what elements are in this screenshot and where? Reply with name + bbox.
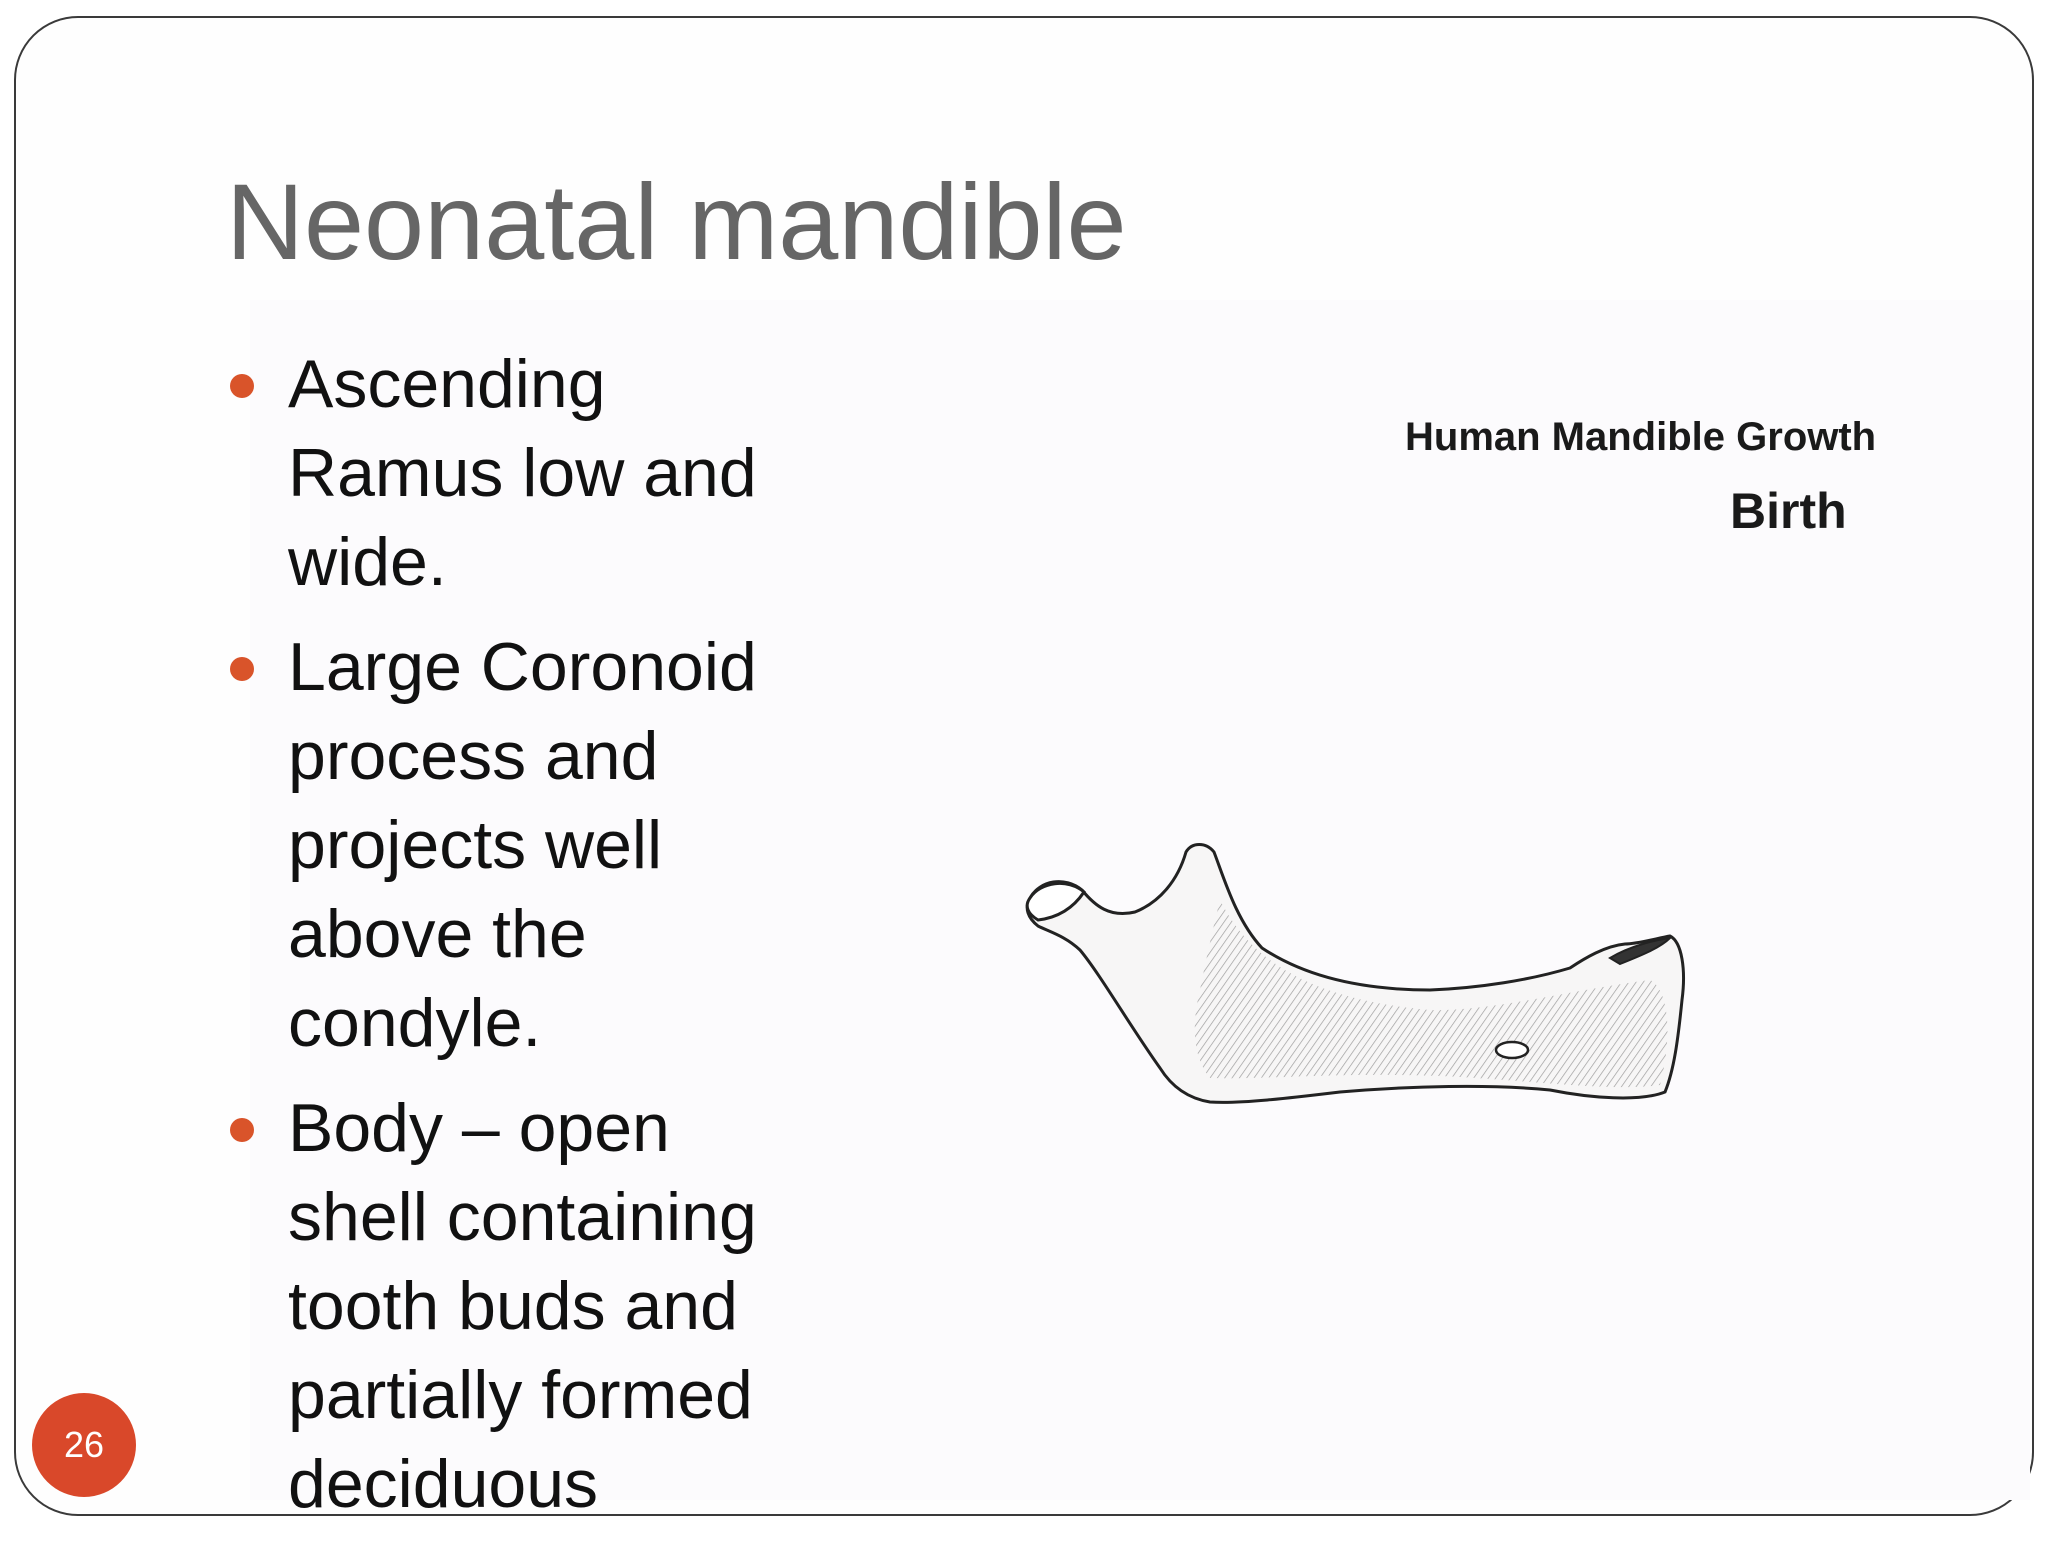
bullet-dot-icon	[230, 657, 254, 681]
bullet-list	[224, 340, 824, 1545]
bullet-dot-icon	[230, 374, 254, 398]
mental-foramen	[1496, 1042, 1528, 1058]
bullet-item	[224, 1084, 824, 1529]
bullet-text: Ascending Ramus low and wide.	[288, 346, 757, 600]
bullet-text: Large Coronoid process and projects well above the condyle.	[288, 629, 757, 1061]
slide-title: Neonatal mandible	[226, 161, 1127, 282]
bullet-item	[224, 623, 824, 1068]
page-number-badge: 26	[32, 1393, 136, 1497]
bullet-dot-icon	[230, 1118, 254, 1142]
bullet-text: Body – open shell containing tooth buds and partially formed deciduous	[288, 1090, 757, 1522]
figure-subtitle: Birth	[1730, 483, 1847, 539]
bullet-item	[224, 340, 824, 607]
mandible-illustration	[1010, 840, 1700, 1160]
figure-title: Human Mandible Growth	[1405, 415, 1877, 459]
